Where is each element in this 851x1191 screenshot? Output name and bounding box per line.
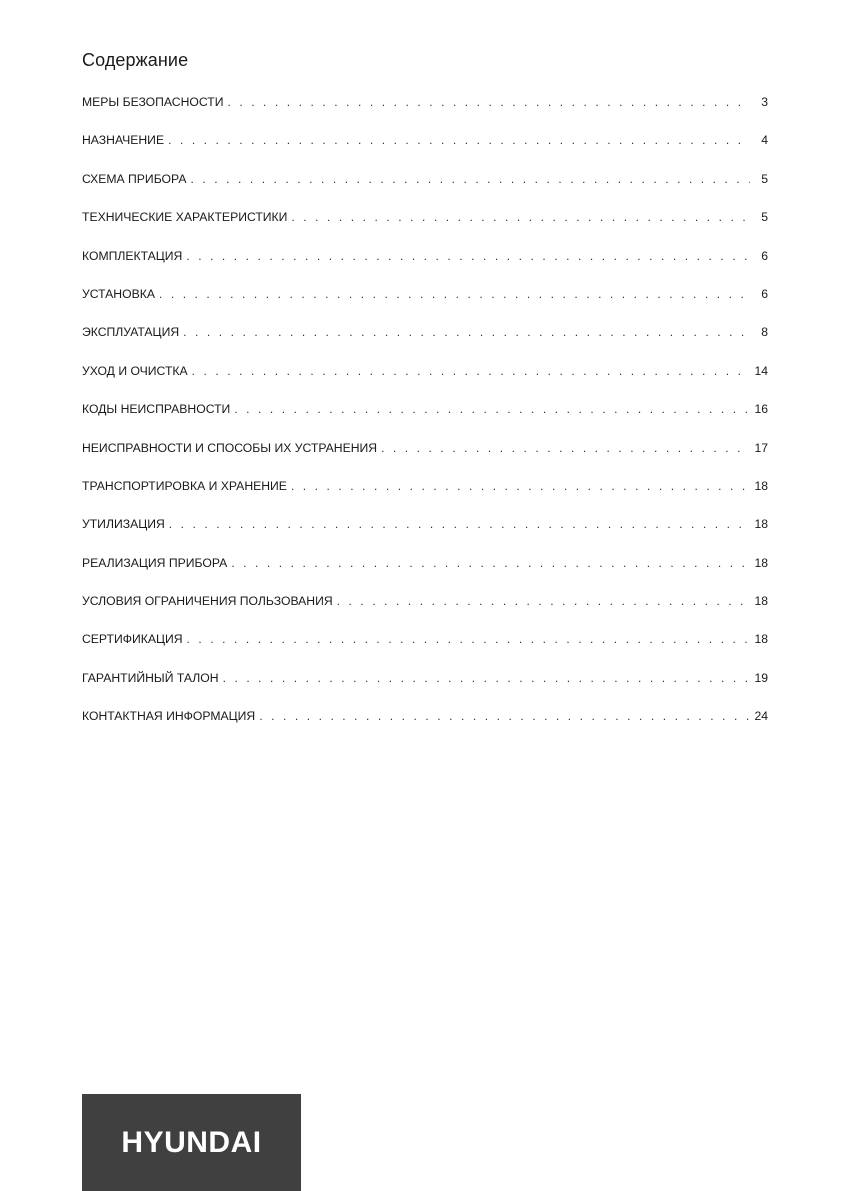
toc-entry-page: 18 (754, 478, 768, 493)
toc-leader-dots (168, 130, 750, 150)
toc-leader-dots (381, 438, 750, 458)
toc-leader-dots (259, 706, 750, 726)
toc-entry-label: КОМПЛЕКТАЦИЯ (82, 248, 183, 263)
toc-entry-page: 17 (754, 440, 768, 455)
toc-entry-label: КОНТАКТНАЯ ИНФОРМАЦИЯ (82, 709, 256, 724)
toc-leader-dots (291, 476, 750, 496)
toc-entry[interactable] (82, 361, 768, 399)
toc-entry-label: НЕИСПРАВНОСТИ И СПОСОБЫ ИХ УСТРАНЕНИЯ (82, 440, 378, 455)
toc-entry-page: 19 (754, 670, 768, 685)
toc-entry-page: 8 (761, 325, 768, 340)
toc-leader-dots (234, 399, 750, 419)
toc-entry[interactable] (82, 706, 768, 744)
toc-leader-dots (192, 361, 750, 381)
toc-entry-page: 18 (754, 632, 768, 647)
toc-entry-label: ЭКСПЛУАТАЦИЯ (82, 325, 180, 340)
toc-entry-page: 16 (754, 402, 768, 417)
toc-entry[interactable] (82, 591, 768, 629)
toc-entry-page: 24 (754, 709, 768, 724)
toc-entry[interactable] (82, 322, 768, 360)
toc-leader-dots (291, 207, 750, 227)
toc-entry-page: 4 (761, 133, 768, 148)
toc-entry-page: 18 (754, 594, 768, 609)
toc-entry-page: 6 (761, 248, 768, 263)
toc-entry[interactable] (82, 246, 768, 284)
hyundai-logo (82, 1094, 301, 1191)
toc-entry-page: 3 (761, 95, 768, 109)
toc-leader-dots (231, 553, 750, 573)
toc-entry[interactable] (82, 476, 768, 514)
toc-entry[interactable] (82, 284, 768, 322)
toc-entry[interactable] (82, 130, 768, 168)
toc-entry-page: 18 (754, 517, 768, 532)
page-title: Содержание (82, 50, 189, 70)
toc-entry-page: 6 (761, 286, 768, 301)
toc-entry-label: УСТАНОВКА (82, 286, 155, 301)
toc-leader-dots (183, 322, 750, 342)
toc-entry-label: УСЛОВИЯ ОГРАНИЧЕНИЯ ПОЛЬЗОВАНИЯ (82, 594, 333, 609)
toc-entry-label: КОДЫ НЕИСПРАВНОСТИ (82, 402, 231, 417)
toc-entry-label: СХЕМА ПРИБОРА (82, 171, 187, 186)
toc-entry[interactable] (82, 553, 768, 591)
toc-entry-label: СЕРТИФИКАЦИЯ (82, 632, 183, 647)
toc-entry-page: 14 (754, 363, 768, 378)
toc-entry[interactable] (82, 207, 768, 245)
table-of-contents (82, 92, 768, 745)
toc-entry[interactable] (82, 438, 768, 476)
toc-entry[interactable] (82, 169, 768, 207)
toc-leader-dots (159, 284, 750, 304)
toc-entry-label: ТЕХНИЧЕСКИЕ ХАРАКТЕРИСТИКИ (82, 210, 288, 225)
toc-entry-label: ТРАНСПОРТИРОВКА И ХРАНЕНИЕ (82, 478, 287, 493)
toc-entry-label: УТИЛИЗАЦИЯ (82, 517, 165, 532)
toc-entry[interactable] (82, 92, 768, 130)
toc-leader-dots (169, 514, 750, 534)
toc-entry-label: РЕАЛИЗАЦИЯ ПРИБОРА (82, 555, 228, 570)
logo-text: HYUNDAI (121, 1125, 262, 1159)
toc-entry[interactable] (82, 629, 768, 667)
toc-leader-dots (223, 668, 750, 688)
toc-leader-dots (227, 92, 750, 112)
toc-leader-dots (186, 246, 750, 266)
toc-entry-label: МЕРЫ БЕЗОПАСНОСТИ (82, 95, 224, 109)
toc-entry[interactable] (82, 668, 768, 706)
toc-entry-page: 5 (761, 171, 768, 186)
toc-leader-dots (187, 629, 750, 649)
toc-entry-page: 5 (761, 210, 768, 225)
toc-leader-dots (337, 591, 750, 611)
toc-entry-page: 18 (754, 555, 768, 570)
toc-entry-label: НАЗНАЧЕНИЕ (82, 133, 165, 148)
toc-entry[interactable] (82, 514, 768, 552)
toc-leader-dots (190, 169, 750, 189)
toc-entry-label: ГАРАНТИЙНЫЙ ТАЛОН (82, 670, 219, 685)
toc-entry-label: УХОД И ОЧИСТКА (82, 363, 188, 378)
toc-entry[interactable] (82, 399, 768, 437)
